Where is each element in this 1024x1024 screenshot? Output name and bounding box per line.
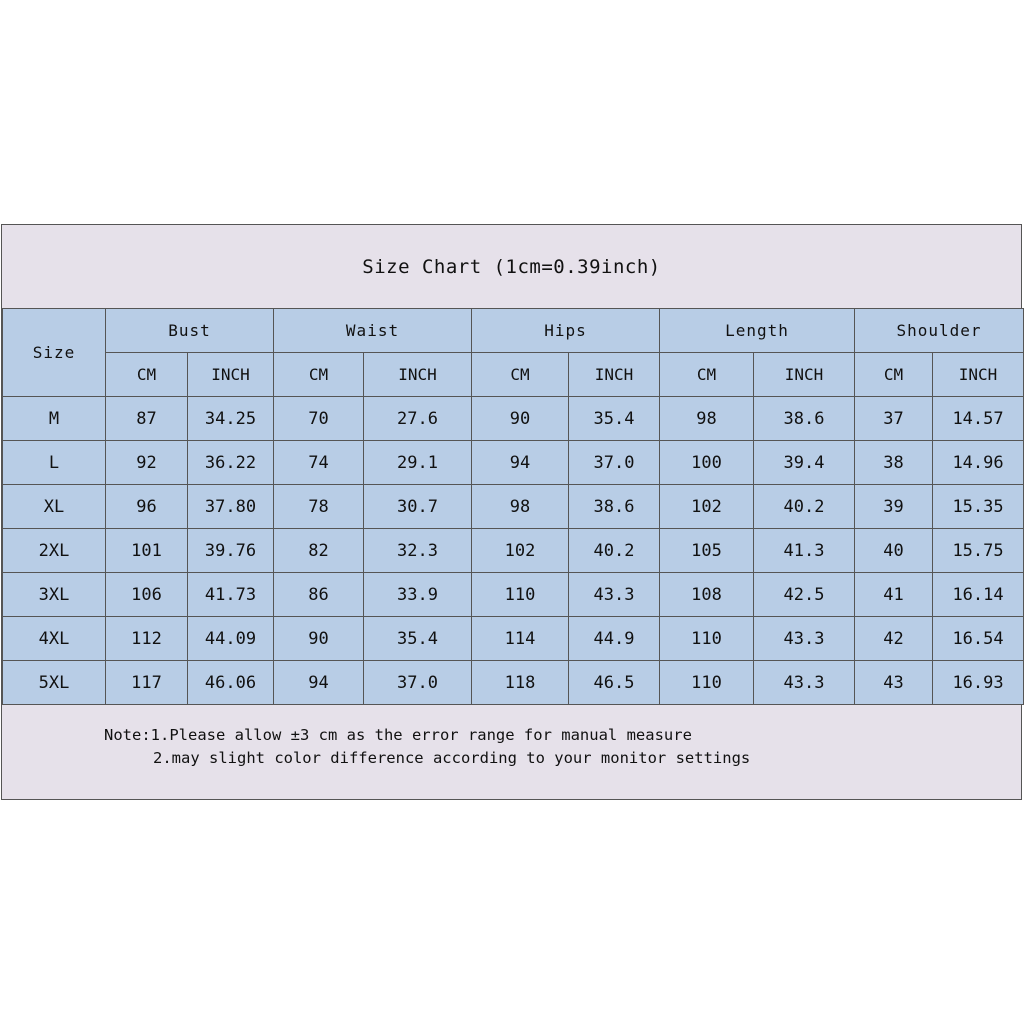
measurement-cell: 41.73 <box>188 573 274 617</box>
measurement-cell: 70 <box>274 397 364 441</box>
size-cell: XL <box>3 485 106 529</box>
measurement-cell: 41 <box>855 573 933 617</box>
measurement-cell: 32.3 <box>364 529 472 573</box>
measurement-cell: 43.3 <box>569 573 660 617</box>
measurement-cell: 38 <box>855 441 933 485</box>
measurement-cell: 98 <box>660 397 754 441</box>
measurement-cell: 106 <box>106 573 188 617</box>
measurement-cell: 86 <box>274 573 364 617</box>
measurement-cell: 38.6 <box>754 397 855 441</box>
measurement-cell: 40.2 <box>569 529 660 573</box>
measurement-cell: 92 <box>106 441 188 485</box>
unit-header: CM <box>274 353 364 397</box>
size-cell: 2XL <box>3 529 106 573</box>
measurement-cell: 43.3 <box>754 617 855 661</box>
size-cell: 3XL <box>3 573 106 617</box>
measurement-cell: 108 <box>660 573 754 617</box>
group-header-shoulder: Shoulder <box>855 309 1024 353</box>
measurement-cell: 37.0 <box>364 661 472 705</box>
measurement-cell: 101 <box>106 529 188 573</box>
unit-header-row <box>3 353 1024 397</box>
unit-header: INCH <box>569 353 660 397</box>
measurement-cell: 110 <box>660 617 754 661</box>
table-row <box>3 529 1024 573</box>
table-row <box>3 441 1024 485</box>
measurement-cell: 110 <box>660 661 754 705</box>
measurement-cell: 94 <box>472 441 569 485</box>
measurement-cell: 102 <box>472 529 569 573</box>
table-body <box>3 397 1024 705</box>
measurement-cell: 39.4 <box>754 441 855 485</box>
measurement-cell: 14.96 <box>933 441 1024 485</box>
group-header-waist: Waist <box>274 309 472 353</box>
group-header-bust: Bust <box>106 309 274 353</box>
measurement-cell: 16.93 <box>933 661 1024 705</box>
table-row <box>3 485 1024 529</box>
unit-header: INCH <box>364 353 472 397</box>
measurement-cell: 33.9 <box>364 573 472 617</box>
size-cell: M <box>3 397 106 441</box>
measurement-cell: 39.76 <box>188 529 274 573</box>
measurement-cell: 43.3 <box>754 661 855 705</box>
unit-header: CM <box>472 353 569 397</box>
measurement-cell: 15.75 <box>933 529 1024 573</box>
size-chart <box>1 224 1022 800</box>
measurement-cell: 40.2 <box>754 485 855 529</box>
measurement-cell: 40 <box>855 529 933 573</box>
measurement-cell: 78 <box>274 485 364 529</box>
measurement-cell: 37.0 <box>569 441 660 485</box>
unit-header: INCH <box>188 353 274 397</box>
measurement-cell: 42 <box>855 617 933 661</box>
group-header-row <box>3 309 1024 353</box>
measurement-cell: 16.54 <box>933 617 1024 661</box>
unit-header: CM <box>855 353 933 397</box>
size-cell: 5XL <box>3 661 106 705</box>
measurement-cell: 27.6 <box>364 397 472 441</box>
chart-title: Size Chart (1cm=0.39inch) <box>362 256 661 278</box>
measurement-cell: 35.4 <box>569 397 660 441</box>
size-column-header: Size <box>3 309 106 397</box>
group-header-length: Length <box>660 309 855 353</box>
size-cell: 4XL <box>3 617 106 661</box>
measurement-cell: 34.25 <box>188 397 274 441</box>
measurement-cell: 41.3 <box>754 529 855 573</box>
measurement-cell: 43 <box>855 661 933 705</box>
measurement-cell: 44.09 <box>188 617 274 661</box>
measurement-cell: 98 <box>472 485 569 529</box>
measurement-cell: 30.7 <box>364 485 472 529</box>
measurement-cell: 110 <box>472 573 569 617</box>
unit-header: INCH <box>754 353 855 397</box>
measurement-cell: 37 <box>855 397 933 441</box>
measurement-cell: 15.35 <box>933 485 1024 529</box>
measurement-cell: 112 <box>106 617 188 661</box>
table-row <box>3 397 1024 441</box>
measurement-cell: 46.06 <box>188 661 274 705</box>
measurement-cell: 16.14 <box>933 573 1024 617</box>
measurement-cell: 90 <box>274 617 364 661</box>
table-row <box>3 617 1024 661</box>
measurement-cell: 29.1 <box>364 441 472 485</box>
measurement-cell: 114 <box>472 617 569 661</box>
measurement-cell: 100 <box>660 441 754 485</box>
note-band <box>2 714 1021 799</box>
measurement-cell: 44.9 <box>569 617 660 661</box>
measurement-cell: 82 <box>274 529 364 573</box>
size-cell: L <box>3 441 106 485</box>
measurement-cell: 35.4 <box>364 617 472 661</box>
unit-header: CM <box>106 353 188 397</box>
note-line-1: Note:1.Please allow ±3 cm as the error range for manual measure <box>104 726 692 744</box>
measurement-cell: 105 <box>660 529 754 573</box>
measurement-cell: 117 <box>106 661 188 705</box>
measurement-cell: 38.6 <box>569 485 660 529</box>
measurement-cell: 87 <box>106 397 188 441</box>
measurement-cell: 74 <box>274 441 364 485</box>
measurement-cell: 96 <box>106 485 188 529</box>
chart-title-band <box>2 225 1021 309</box>
measurement-cell: 90 <box>472 397 569 441</box>
measurement-cell: 36.22 <box>188 441 274 485</box>
measurement-cell: 39 <box>855 485 933 529</box>
note-line-2: 2.may slight color difference according to your monitor settings <box>153 749 751 767</box>
table-row <box>3 573 1024 617</box>
unit-header: INCH <box>933 353 1024 397</box>
table-row <box>3 661 1024 705</box>
measurement-cell: 102 <box>660 485 754 529</box>
measurement-cell: 14.57 <box>933 397 1024 441</box>
measurement-cell: 42.5 <box>754 573 855 617</box>
measurement-cell: 94 <box>274 661 364 705</box>
size-table <box>2 308 1024 705</box>
measurement-cell: 46.5 <box>569 661 660 705</box>
unit-header: CM <box>660 353 754 397</box>
measurement-cell: 118 <box>472 661 569 705</box>
group-header-hips: Hips <box>472 309 660 353</box>
measurement-cell: 37.80 <box>188 485 274 529</box>
